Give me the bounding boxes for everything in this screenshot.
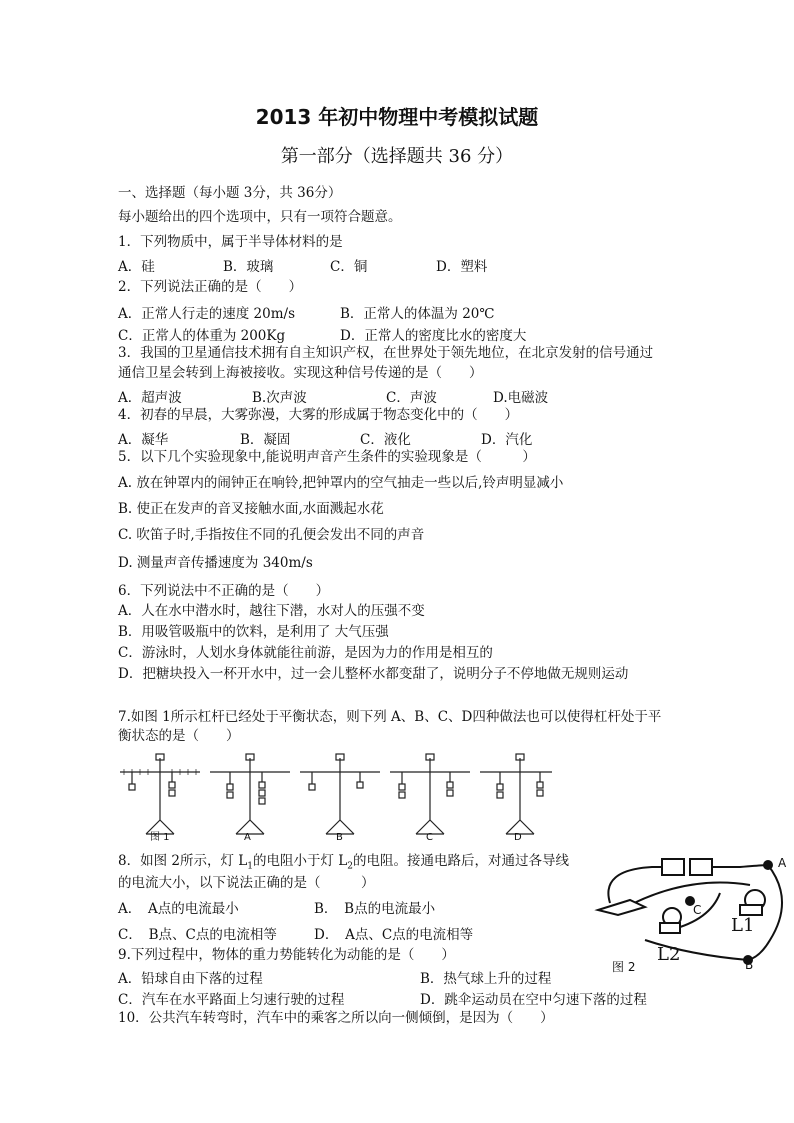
- page-title: 2013 年初中物理中考模拟试题: [255, 105, 539, 129]
- section-instruction: 每小题给出的四个选项中，只有一项符合题意。: [118, 209, 402, 225]
- circuit-label-l2: L2: [657, 944, 681, 965]
- q1-option-a: A．硅: [118, 259, 155, 275]
- node-a-dot: [763, 860, 773, 870]
- q4-option-c: C．液化: [360, 432, 411, 448]
- q6-option-c: C．游泳时，人划水身体就能往前游，是因为力的作用是相互的: [118, 645, 493, 661]
- lever-option-a-drawing: [210, 754, 290, 834]
- q1-option-c: C．铜: [330, 259, 368, 275]
- q7-stem-line1: 7.如图 1所示杠杆已经处于平衡状态，则下列 A、B、C、D四种做法也可以使得杠杆处于平: [118, 709, 662, 725]
- q3-stem-line1: 3．我国的卫星通信技术拥有自主知识产权，在世界处于领先地位，在北京发射的信号通过: [118, 345, 654, 361]
- circuit-label-c: C: [693, 903, 702, 917]
- fig-caption-b: B: [336, 832, 343, 843]
- q3-option-a: A．超声波: [118, 390, 182, 406]
- q1-stem: 1．下列物质中，属于半导体材料的是: [118, 234, 343, 250]
- fig-caption-a: A: [244, 832, 251, 843]
- circuit-label-a: A: [778, 856, 787, 870]
- fig-caption-c: C: [426, 832, 433, 843]
- q5-option-b: B. 使正在发声的音叉接触水面,水面溅起水花: [118, 501, 384, 517]
- q8-option-c: C． B点、C点的电流相等: [118, 927, 277, 943]
- circuit-label-b: B: [745, 958, 754, 972]
- q2-option-a: A．正常人行走的速度 20m/s: [118, 306, 295, 322]
- part-title: 第一部分（选择题共 36 分）: [280, 146, 514, 167]
- q6-stem: 6．下列说法中不正确的是（ ）: [118, 583, 330, 599]
- q9-option-c: C．汽车在水平路面上匀速行驶的过程: [118, 992, 345, 1008]
- q4-option-a: A．凝华: [118, 432, 169, 448]
- q4-option-d: D．汽化: [481, 432, 533, 448]
- q5-option-c: C. 吹笛子时,手指按住不同的孔便会发出不同的声音: [118, 527, 425, 543]
- q5-option-d: D. 测量声音传播速度为 340m/s: [118, 555, 313, 571]
- q3-option-d: D.电磁波: [493, 390, 549, 406]
- q4-option-b: B．凝固: [240, 432, 291, 448]
- q8-stem-part3: 的电阻。接通电路后，对通过各导线: [352, 853, 569, 869]
- q3-option-b: B.次声波: [252, 390, 307, 406]
- lever-option-c-drawing: [390, 754, 470, 834]
- q8-option-a: A． A点的电流最小: [118, 901, 239, 917]
- l2-subscript: 2: [347, 861, 353, 872]
- circuit-diagram: [590, 845, 790, 975]
- q2-option-d: D．正常人的密度比水的密度大: [340, 328, 527, 344]
- q8-option-b: B． B点的电流最小: [314, 901, 436, 917]
- q8-option-d: D． A点、C点的电流相等: [314, 927, 474, 943]
- lever-option-d-drawing: [480, 754, 552, 834]
- l1-subscript: 1: [247, 861, 253, 872]
- q1-option-d: D．塑料: [436, 259, 488, 275]
- lever-figure: [112, 750, 552, 846]
- q2-option-b: B．正常人的体温为 20℃: [340, 306, 495, 322]
- q3-option-c: C．声波: [386, 390, 437, 406]
- lever-option-b-drawing: [300, 754, 380, 834]
- circuit-label-l1: L1: [731, 915, 755, 936]
- q9-option-b: B．热气球上升的过程: [420, 971, 552, 987]
- section-heading: 一、选择题（每小题 3分，共 36分）: [118, 185, 342, 201]
- q10-stem: 10．公共汽车转弯时，汽车中的乘客之所以向一侧倾倒，是因为（ ）: [118, 1010, 554, 1026]
- q9-option-a: A．铅球自由下落的过程: [118, 971, 263, 987]
- q7-stem-line2: 衡状态的是（ ）: [118, 728, 240, 744]
- fig-caption-d: D: [514, 832, 522, 843]
- q6-option-a: A．人在水中潜水时，越往下潜，水对人的压强不变: [118, 603, 425, 619]
- q8-stem-line2: 的电流大小，以下说法正确的是（ ）: [118, 875, 375, 891]
- q8-stem-part2: 的电阻小于灯 L: [252, 853, 348, 869]
- q3-stem-line2: 通信卫星会转到上海被接收。实现这种信号传递的是（ ）: [118, 365, 483, 381]
- q8-stem-line1: [118, 852, 569, 876]
- fig2-caption: 图 2: [612, 960, 636, 974]
- q2-stem: 2．下列说法正确的是（ ）: [118, 279, 303, 295]
- q9-stem: 9.下列过程中，物体的重力势能转化为动能的是（ ）: [118, 947, 455, 963]
- q9-option-d: D．跳伞运动员在空中匀速下落的过程: [420, 992, 647, 1008]
- q6-option-b: B．用吸管吸瓶中的饮料，是利用了 大气压强: [118, 624, 389, 640]
- q2-option-c: C．正常人的体重为 200Kg: [118, 328, 286, 344]
- q8-stem-part1: 8．如图 2所示，灯 L: [118, 853, 248, 869]
- lever-fig1-drawing: [120, 754, 200, 834]
- q1-option-b: B．玻璃: [223, 259, 274, 275]
- q5-stem: 5．以下几个实验现象中,能说明声音产生条件的实验现象是（ ）: [118, 449, 536, 465]
- fig1-caption: 图 1: [150, 832, 170, 843]
- q5-option-a: A. 放在钟罩内的闹钟正在响铃,把钟罩内的空气抽走一些以后,铃声明显减小: [118, 475, 564, 491]
- q6-option-d: D．把糖块投入一杯开水中，过一会儿整杯水都变甜了，说明分子不停地做无规则运动: [118, 666, 629, 682]
- q4-stem: 4．初春的早晨，大雾弥漫，大雾的形成属于物态变化中的（ ）: [118, 407, 519, 423]
